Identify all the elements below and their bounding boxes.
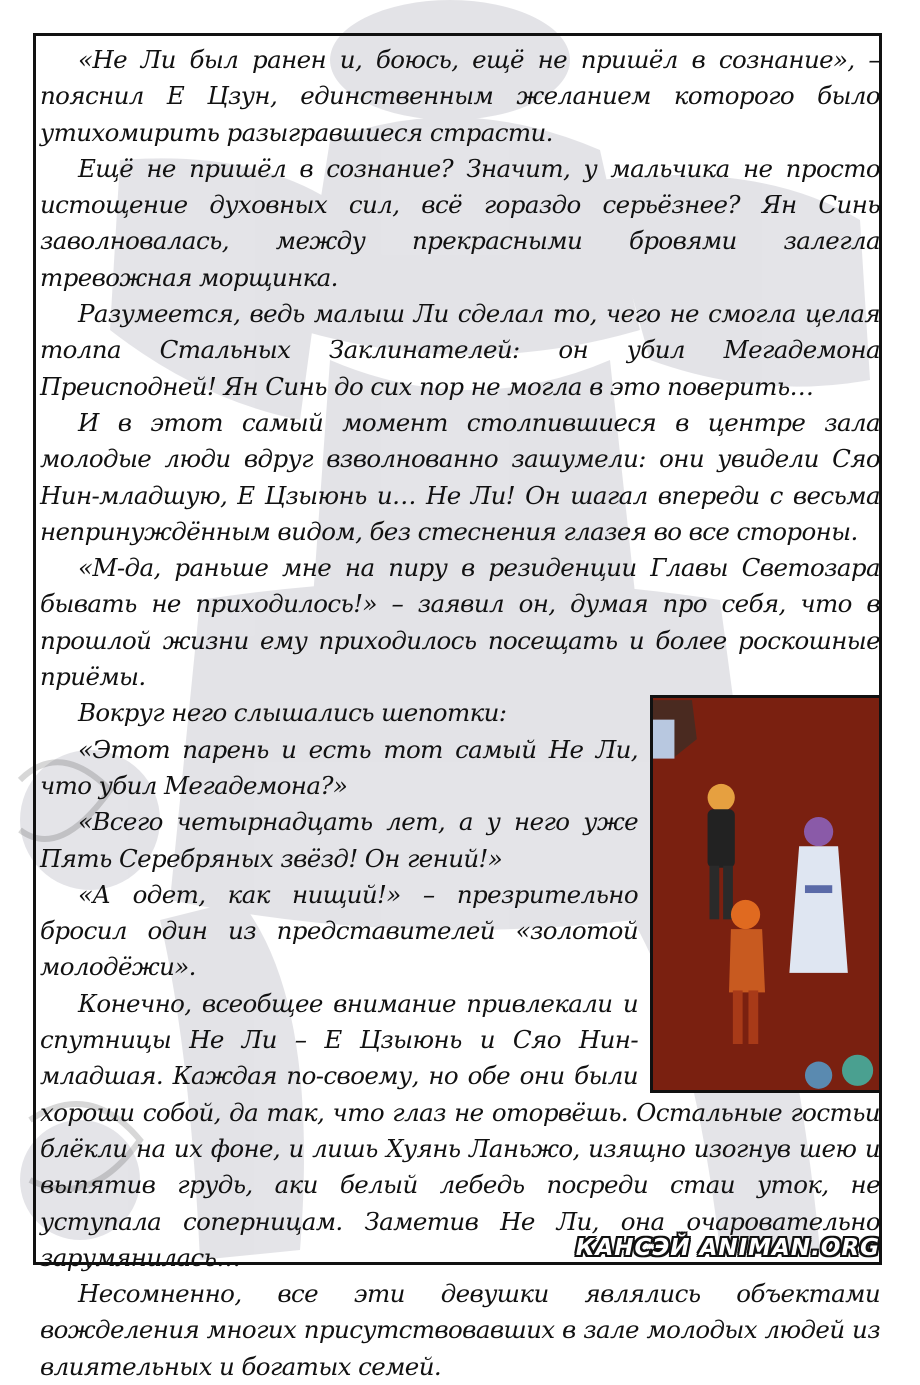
illustration-characters-walking	[650, 695, 882, 1093]
paragraph: «М-да, раньше мне на пиру в резиденции Главы Светозара бывать не приходилось!» – заявил он, думая про себя, что в прошлой жизни ему приходилось посещать и более роскошные приёмы.	[40, 553, 880, 692]
illustration-art	[653, 698, 879, 1090]
credit-watermark: КАНСЭЙ ANIMAN.ORG	[575, 1235, 880, 1261]
paragraph: «А одет, как нищий!» – презрительно бросил один из представителей «золотой молодёжи».	[40, 879, 638, 982]
paragraph: «Всего четырнадцать лет, а у него уже Пять Серебряных звёзд! Он гений!»	[40, 807, 638, 873]
paragraph: Несомненно, все эти девушки являлись объектами вожделения многих присутствовавших в зале молодых людей из влиятельных и богатых семей.	[40, 1279, 880, 1381]
paragraph: И в этот самый момент столпившиеся в центре зала молодые люди вдруг взволнованно зашумели: они увидели Сяо Нин-младшую, Е Цзыюнь и… Не Ли! Он шагал впереди с весьма непринуждённым видом, без стеснения глазея во все стороны.	[40, 407, 880, 546]
paragraph: Разумеется, ведь малыш Ли сделал то, чего не смогла целая толпа Стальных Заклинателей: он убил Мегадемона Преисподней! Ян Синь до сих пор не могла в это поверить…	[40, 299, 880, 401]
paragraph: «Этот парень и есть тот самый Не Ли, что убил Мегадемона?»	[40, 734, 638, 800]
paragraph: Вокруг него слышались шепотки:	[78, 698, 507, 728]
paragraph: Конечно, всеобщее внимание привлекали и спутницы Не Ли – Е Цзыюнь и Сяо Нин-младшая. Каждая по-своему, но обе они были хороши собой, да так, что глаз не оторвёшь. Остальные гостьи блёкли на их фоне, и лишь Хуянь Ланьжо, изящно изогнув шею и выпятив грудь, аки белый лебедь посреди стаи уток, не уступала соперницам. Заметив Не Ли, она очаровательно зарумянилась…	[40, 988, 880, 1272]
paragraph: Ещё не пришёл в сознание? Значит, у мальчика не просто истощение духовных сил, всё гораздо серьёзнее? Ян Синь заволновалась, между прекрасными бровями залегла тревожная морщинка.	[40, 153, 880, 292]
story-text	[40, 42, 880, 1385]
paragraph: «Не Ли был ранен и, боюсь, ещё не пришёл в сознание», – пояснил Е Цзун, единственным желанием которого было утихомирить разыгравшиеся страсти.	[40, 45, 880, 147]
